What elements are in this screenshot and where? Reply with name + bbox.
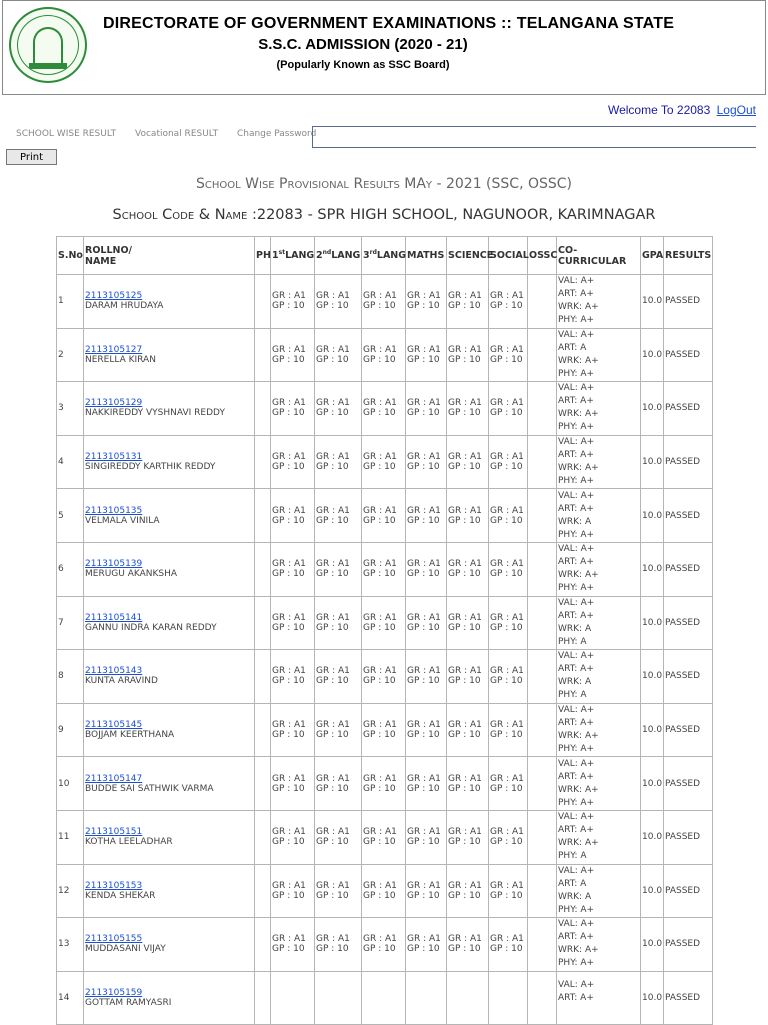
row-sno: 5 [57,489,84,543]
row-ph [255,650,271,704]
row-roll-name [84,650,255,704]
student-name: NERELLA KIRAN [85,354,156,365]
row-ph [255,596,271,650]
rollno-link[interactable]: 2113105147 [85,773,143,784]
row-result: PASSED [664,650,713,704]
grade-lang1: GR : A1 GP : 10 [271,435,315,489]
grade-lang3: GR : A1 GP : 10 [362,275,406,329]
grade-lang2: GR : A1 GP : 10 [315,275,362,329]
table-row [57,703,713,757]
row-result: PASSED [664,971,713,1025]
row-gpa: 10.0 [641,542,664,596]
row-ph [255,328,271,382]
grade-science: GR : A1 GP : 10 [447,918,489,972]
row-result: PASSED [664,757,713,811]
row-roll-name [84,435,255,489]
student-name: BOJJAM KEERTHANA [85,730,175,741]
col-gpa: GPA [641,237,664,275]
grade-social: GR : A1 GP : 10 [489,650,528,704]
grade-social: GR : A1 GP : 10 [489,757,528,811]
row-gpa: 10.0 [641,596,664,650]
grade-science: GR : A1 GP : 10 [447,703,489,757]
table-row [57,328,713,382]
row-ossc [528,489,557,543]
grade-lang3: GR : A1 GP : 10 [362,489,406,543]
row-gpa: 10.0 [641,918,664,972]
grade-lang1: GR : A1 GP : 10 [271,542,315,596]
col-rollno-name: ROLLNO/ NAME [84,237,255,275]
row-result: PASSED [664,542,713,596]
grade-lang1 [271,971,315,1025]
grade-maths: GR : A1 GP : 10 [406,596,447,650]
row-ossc [528,810,557,864]
grade-maths: GR : A1 GP : 10 [406,703,447,757]
grade-maths: GR : A1 GP : 10 [406,435,447,489]
student-name: MUDDASANI VIJAY [85,944,166,955]
grade-science: GR : A1 GP : 10 [447,810,489,864]
student-name: SINGIREDDY KARTHIK REDDY [85,462,216,473]
grade-science: GR : A1 GP : 10 [447,489,489,543]
table-row [57,489,713,543]
grade-maths [406,971,447,1025]
row-roll-name [84,489,255,543]
row-ph [255,864,271,918]
rollno-link[interactable]: 2113105159 [85,988,143,999]
row-roll-name [84,596,255,650]
row-ossc [528,703,557,757]
row-sno: 3 [57,382,84,436]
row-cocurricular: VAL: A+ ART: A+ WRK: A PHY: A+ [557,489,641,543]
grade-maths: GR : A1 GP : 10 [406,810,447,864]
row-sno: 4 [57,435,84,489]
row-sno: 13 [57,918,84,972]
rollno-link[interactable]: 2113105135 [85,505,143,516]
row-cocurricular: VAL: A+ ART: A WRK: A+ PHY: A+ [557,328,641,382]
table-header-row [57,237,713,275]
header-popular-name: (Popularly Known as SSC Board) [276,59,450,71]
col-sno: S.No [57,237,84,275]
grade-lang3: GR : A1 GP : 10 [362,757,406,811]
table-row [57,757,713,811]
table-row [57,864,713,918]
results-table [56,236,713,1025]
row-ph [255,382,271,436]
grade-lang3: GR : A1 GP : 10 [362,328,406,382]
rollno-link[interactable]: 2113105141 [85,612,143,623]
row-sno: 1 [57,275,84,329]
rollno-link[interactable]: 2113105155 [85,934,143,945]
row-result: PASSED [664,596,713,650]
grade-lang2 [315,971,362,1025]
student-name: MERUGU AKANKSHA [85,569,178,580]
row-sno: 14 [57,971,84,1025]
student-name: BUDDE SAI SATHWIK VARMA [85,783,214,794]
row-sno: 11 [57,810,84,864]
row-cocurricular: VAL: A+ ART: A+ WRK: A+ PHY: A+ [557,918,641,972]
header-title: DIRECTORATE OF GOVERNMENT EXAMINATIONS :: TELANGANA STATE [103,15,675,32]
grade-maths: GR : A1 GP : 10 [406,918,447,972]
row-result: PASSED [664,810,713,864]
row-cocurricular: VAL: A+ ART: A+ WRK: A PHY: A [557,596,641,650]
grade-science: GR : A1 GP : 10 [447,650,489,704]
grade-maths: GR : A1 GP : 10 [406,757,447,811]
row-sno: 10 [57,757,84,811]
nav-change-password[interactable]: Change Password [236,129,317,139]
grade-social: GR : A1 GP : 10 [489,703,528,757]
header-subtitle: S.S.C. ADMISSION (2020 - 21) [258,36,468,53]
row-cocurricular: VAL: A+ ART: A+ WRK: A+ PHY: A+ [557,542,641,596]
row-ossc [528,596,557,650]
grade-lang3: GR : A1 GP : 10 [362,703,406,757]
table-row [57,382,713,436]
student-name: NAKKIREDDY VYSHNAVI REDDY [85,408,225,419]
grade-social: GR : A1 GP : 10 [489,435,528,489]
telangana-emblem-icon [9,7,87,83]
col-results: RESULTS [664,237,713,275]
grade-lang3: GR : A1 GP : 10 [362,918,406,972]
row-result: PASSED [664,275,713,329]
row-roll-name [84,864,255,918]
row-ph [255,435,271,489]
row-gpa: 10.0 [641,864,664,918]
row-cocurricular: VAL: A+ ART: A+ WRK: A+ PHY: A+ [557,435,641,489]
grade-science: GR : A1 GP : 10 [447,382,489,436]
row-result: PASSED [664,918,713,972]
grade-lang3: GR : A1 GP : 10 [362,650,406,704]
grade-lang2: GR : A1 GP : 10 [315,864,362,918]
logout-link[interactable]: LogOut [716,103,756,117]
student-name: DARAM HRUDAYA [85,301,164,312]
row-sno: 9 [57,703,84,757]
grade-lang2: GR : A1 GP : 10 [315,703,362,757]
rollno-link[interactable]: 2113105151 [85,827,143,838]
table-row [57,918,713,972]
col-maths: MATHS [406,237,447,275]
grade-lang2: GR : A1 GP : 10 [315,328,362,382]
row-cocurricular: VAL: A+ ART: A+ [557,971,641,1025]
row-ossc [528,435,557,489]
col-ph: PH [255,237,271,275]
grade-lang1: GR : A1 GP : 10 [271,810,315,864]
student-name: GANNU INDRA KARAN REDDY [85,622,217,633]
grade-lang1: GR : A1 GP : 10 [271,703,315,757]
row-ph [255,489,271,543]
row-ph [255,971,271,1025]
grade-lang3: GR : A1 GP : 10 [362,596,406,650]
row-gpa: 10.0 [641,435,664,489]
row-gpa: 10.0 [641,757,664,811]
grade-science [447,971,489,1025]
rollno-link[interactable]: 2113105127 [85,344,143,355]
student-name: KOTHA LEELADHAR [85,837,173,848]
table-row [57,650,713,704]
row-cocurricular: VAL: A+ ART: A+ WRK: A+ PHY: A+ [557,275,641,329]
nav-frame [312,126,756,148]
grade-lang2: GR : A1 GP : 10 [315,918,362,972]
col-lang2: 2ndLANG [315,237,362,275]
row-gpa: 10.0 [641,275,664,329]
row-cocurricular: VAL: A+ ART: A+ WRK: A PHY: A [557,650,641,704]
welcome-text: Welcome To 22083 [607,103,711,117]
row-cocurricular: VAL: A+ ART: A+ WRK: A+ PHY: A+ [557,757,641,811]
grade-lang3: GR : A1 GP : 10 [362,810,406,864]
grade-maths: GR : A1 GP : 10 [406,328,447,382]
row-roll-name [84,328,255,382]
grade-science: GR : A1 GP : 10 [447,596,489,650]
row-ossc [528,650,557,704]
grade-lang1: GR : A1 GP : 10 [271,275,315,329]
grade-social: GR : A1 GP : 10 [489,489,528,543]
row-result: PASSED [664,382,713,436]
grade-lang3 [362,971,406,1025]
col-lang3: 3rdLANG [362,237,406,275]
grade-science: GR : A1 GP : 10 [447,435,489,489]
student-name: GOTTAM RAMYASRI [85,998,172,1009]
student-name: KENDA SHEKAR [85,890,156,901]
row-ph [255,918,271,972]
grade-lang1: GR : A1 GP : 10 [271,596,315,650]
grade-lang2: GR : A1 GP : 10 [315,650,362,704]
grade-maths: GR : A1 GP : 10 [406,382,447,436]
grade-lang2: GR : A1 GP : 10 [315,382,362,436]
grade-science: GR : A1 GP : 10 [447,864,489,918]
row-result: PASSED [664,864,713,918]
grade-lang1: GR : A1 GP : 10 [271,757,315,811]
row-result: PASSED [664,703,713,757]
grade-science: GR : A1 GP : 10 [447,757,489,811]
grade-science: GR : A1 GP : 10 [447,275,489,329]
row-gpa: 10.0 [641,328,664,382]
grade-lang1: GR : A1 GP : 10 [271,864,315,918]
row-ossc [528,757,557,811]
rollno-link[interactable]: 2113105125 [85,291,143,302]
grade-social: GR : A1 GP : 10 [489,382,528,436]
print-button[interactable]: Print [6,149,57,165]
row-gpa: 10.0 [641,650,664,704]
rollno-link[interactable]: 2113105131 [85,452,143,463]
grade-lang3: GR : A1 GP : 10 [362,864,406,918]
row-ph [255,810,271,864]
row-cocurricular: VAL: A+ ART: A+ WRK: A+ PHY: A+ [557,382,641,436]
grade-social: GR : A1 GP : 10 [489,864,528,918]
table-row [57,275,713,329]
row-roll-name [84,810,255,864]
row-roll-name [84,542,255,596]
grade-lang2: GR : A1 GP : 10 [315,810,362,864]
grade-maths: GR : A1 GP : 10 [406,275,447,329]
row-ossc [528,918,557,972]
grade-social: GR : A1 GP : 10 [489,542,528,596]
grade-lang3: GR : A1 GP : 10 [362,435,406,489]
grade-social: GR : A1 GP : 10 [489,328,528,382]
results-title: School Wise Provisional Results MAy - 2021 (SSC, OSSC) [196,176,572,192]
grade-science: GR : A1 GP : 10 [447,328,489,382]
rollno-link[interactable]: 2113105139 [85,559,143,570]
grade-lang1: GR : A1 GP : 10 [271,328,315,382]
row-ossc [528,275,557,329]
row-ph [255,757,271,811]
row-ph [255,703,271,757]
row-ph [255,542,271,596]
row-sno: 2 [57,328,84,382]
row-gpa: 10.0 [641,382,664,436]
rollno-link[interactable]: 2113105145 [85,720,143,731]
grade-lang1: GR : A1 GP : 10 [271,650,315,704]
row-cocurricular: VAL: A+ ART: A+ WRK: A+ PHY: A [557,810,641,864]
row-gpa: 10.0 [641,489,664,543]
row-sno: 7 [57,596,84,650]
row-sno: 6 [57,542,84,596]
grade-social: GR : A1 GP : 10 [489,275,528,329]
page-header [2,0,766,95]
col-lang1: 1stLANG [271,237,315,275]
grade-maths: GR : A1 GP : 10 [406,542,447,596]
nav-vocational-result[interactable]: Vocational RESULT [135,129,219,139]
row-result: PASSED [664,489,713,543]
student-name: KUNTA ARAVIND [85,676,158,687]
row-gpa: 10.0 [641,971,664,1025]
welcome-bar [608,103,756,117]
grade-social: GR : A1 GP : 10 [489,810,528,864]
row-result: PASSED [664,328,713,382]
student-name: VELMALA VINILA [85,515,160,526]
grade-lang1: GR : A1 GP : 10 [271,382,315,436]
col-science: SCIENCE [447,237,489,275]
grade-social: GR : A1 GP : 10 [489,918,528,972]
table-row [57,810,713,864]
row-roll-name [84,757,255,811]
row-ph [255,275,271,329]
rollno-link[interactable]: 2113105143 [85,666,143,677]
grade-maths: GR : A1 GP : 10 [406,489,447,543]
main-nav [16,129,332,139]
row-result: PASSED [664,435,713,489]
table-row [57,435,713,489]
row-roll-name [84,275,255,329]
col-ossc: OSSC [528,237,557,275]
row-cocurricular: VAL: A+ ART: A WRK: A PHY: A+ [557,864,641,918]
row-cocurricular: VAL: A+ ART: A+ WRK: A+ PHY: A+ [557,703,641,757]
row-ossc [528,971,557,1025]
grade-social [489,971,528,1025]
row-ossc [528,542,557,596]
grade-lang1: GR : A1 GP : 10 [271,489,315,543]
row-ossc [528,328,557,382]
grade-social: GR : A1 GP : 10 [489,596,528,650]
grade-lang3: GR : A1 GP : 10 [362,542,406,596]
grade-lang2: GR : A1 GP : 10 [315,596,362,650]
grade-lang3: GR : A1 GP : 10 [362,382,406,436]
row-roll-name [84,703,255,757]
nav-school-wise-result[interactable]: SCHOOL WISE RESULT [16,129,117,139]
row-roll-name [84,971,255,1025]
grade-lang2: GR : A1 GP : 10 [315,435,362,489]
col-social: SOCIAL [489,237,528,275]
grade-science: GR : A1 GP : 10 [447,542,489,596]
rollno-link[interactable]: 2113105129 [85,398,143,409]
row-sno: 12 [57,864,84,918]
table-row [57,596,713,650]
table-row [57,542,713,596]
col-cocurricular: CO-CURRICULAR [557,237,641,275]
grade-lang1: GR : A1 GP : 10 [271,918,315,972]
row-roll-name [84,918,255,972]
row-ossc [528,382,557,436]
rollno-link[interactable]: 2113105153 [85,880,143,891]
grade-maths: GR : A1 GP : 10 [406,650,447,704]
row-gpa: 10.0 [641,703,664,757]
grade-lang2: GR : A1 GP : 10 [315,489,362,543]
row-sno: 8 [57,650,84,704]
grade-maths: GR : A1 GP : 10 [406,864,447,918]
table-row [57,971,713,1025]
row-gpa: 10.0 [641,810,664,864]
row-roll-name [84,382,255,436]
school-code-name: School Code & Name :22083 - SPR HIGH SCHOOL, NAGUNOOR, KARIMNAGAR [112,207,656,223]
grade-lang2: GR : A1 GP : 10 [315,757,362,811]
grade-lang2: GR : A1 GP : 10 [315,542,362,596]
row-ossc [528,864,557,918]
